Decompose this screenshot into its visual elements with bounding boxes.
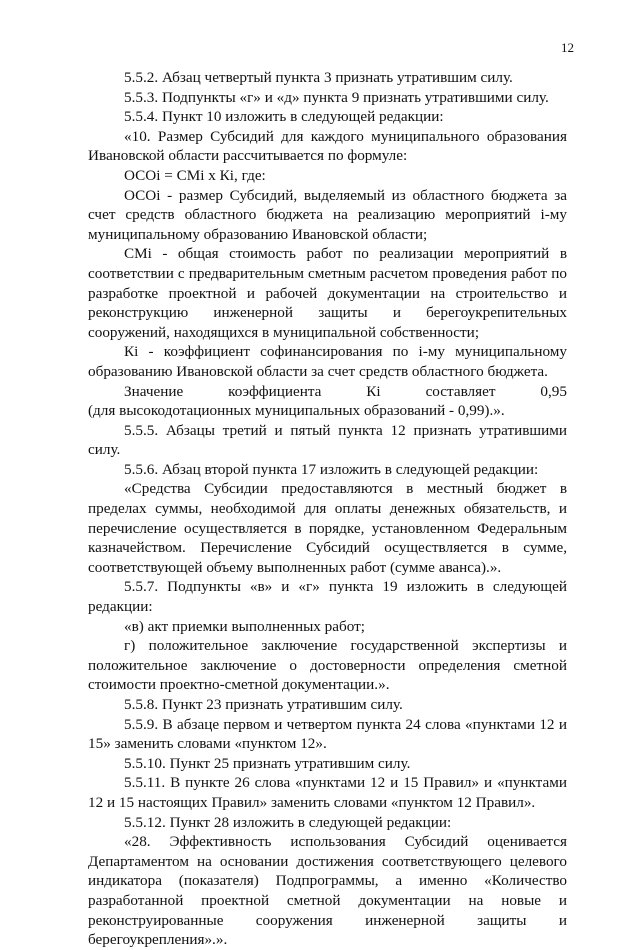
coefficient-word: составляет <box>425 382 496 400</box>
formula: ОСОi = СМi x Кi, где: <box>124 166 266 184</box>
paragraph: 5.5.10. Пункт 25 признать утратившим силу. <box>124 754 411 772</box>
paragraph: 5.5.9. В абзаце первом и четвертом пункта 24 слова «пунктами 12 и 15» заменить словами «пунктом 12». <box>88 715 567 753</box>
paragraph: 5.5.12. Пункт 28 изложить в следующей редакции: <box>124 813 452 831</box>
coefficient-continuation: (для высокодотационных муниципальных образований - 0,99).». <box>88 402 505 420</box>
paragraph: «28. Эффективность использования Субсидий оценивается Департаментом на основании достижения соответствующего целевого индикатора (показателя) Подпрограммы, а именно «Количество разработанной проектной сметной документации на новые и реконструированные сооружения инженерной защиты и берегоукрепления».». <box>88 833 567 949</box>
page-number: 12 <box>561 40 574 55</box>
paragraph: 5.5.4. Пункт 10 изложить в следующей редакции: <box>124 108 444 126</box>
paragraph: «в) акт приемки выполненных работ; <box>124 617 365 635</box>
paragraph: 5.5.3. Подпункты «г» и «д» пункта 9 признать утратившими силу. <box>124 88 549 106</box>
paragraph: 5.5.2. Абзац четвертый пункта 3 признать утратившим силу. <box>124 69 513 86</box>
paragraph: СМi - общая стоимость работ по реализации мероприятий в соответствии с предварительным сметным расчетом проведения работ по разработке проектной и рабочей документации на строительство и реконструкцию инженерной защиты и берегоукрепительных сооружений, находящихся в муниципальной собственности; <box>88 245 567 341</box>
coefficient-word: Кi <box>366 382 381 400</box>
document-body <box>88 68 567 950</box>
paragraph: 5.5.6. Абзац второй пункта 17 изложить в следующей редакции: <box>124 460 539 478</box>
paragraph: 5.5.7. Подпункты «в» и «г» пункта 19 изложить в следующей редакции: <box>88 578 567 616</box>
paragraph: г) положительное заключение государственной экспертизы и положительное заключение о достоверности определения сметной стоимости проектно-сметной документации.». <box>88 637 567 694</box>
coefficient-value: 0,95 <box>540 382 567 400</box>
paragraph: 5.5.11. В пункте 26 слова «пунктами 12 и 15 Правил» и «пунктами 12 и 15 настоящих Правил» заменить словами «пунктом 12 Правил». <box>88 774 567 811</box>
coefficient-word: Значение <box>124 382 184 400</box>
paragraph: 5.5.8. Пункт 23 признать утратившим силу. <box>124 696 403 713</box>
paragraph: «Средства Субсидии предоставляются в местный бюджет в пределах суммы, необходимой для оплаты денежных обязательств, и перечисление осуществляется в порядке, установленном Федеральным казначейством. Перечисление Субсидий осуществляется в сумме, соответствующей объему выполненных работ (сумме аванса).». <box>88 480 567 576</box>
paragraph: 5.5.5. Абзацы третий и пятый пункта 12 признать утратившими силу. <box>88 421 567 459</box>
coefficient-line <box>88 382 567 402</box>
coefficient-word: коэффициента <box>228 382 322 400</box>
paragraph: ОСОi - размер Субсидий, выделяемый из областного бюджета за счет средств областного бюджета на реализацию мероприятий i-му муниципальному образованию Ивановской области; <box>88 186 567 243</box>
paragraph: «10. Размер Субсидий для каждого муниципального образования Ивановской области рассчитывается по формуле: <box>88 127 567 165</box>
paragraph: Кi - коэффициент софинансирования по i-му муниципальному образованию Ивановской области за счет средств областного бюджета. <box>88 343 567 380</box>
